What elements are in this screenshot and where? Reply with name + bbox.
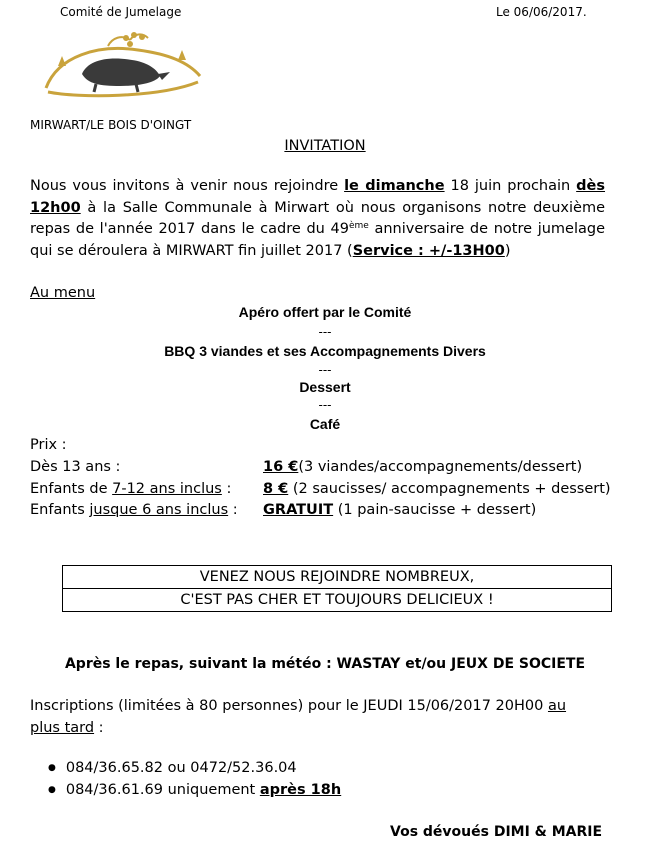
price-label-toddler-age: jusque 6 ans inclus (89, 502, 229, 518)
price-detail-adult: (3 viandes/accompagnements/dessert) (298, 459, 583, 475)
price-label-child-post: : (221, 481, 232, 497)
intro-text-1: Nous vous invitons à venir nous rejoindre (30, 178, 345, 194)
contact-phone-1: 084/36.65.82 ou 0472/52.36.04 (65, 760, 297, 776)
contact-item (48, 782, 341, 798)
contact-phone-2-hours: après 18h (259, 782, 342, 798)
intro-text-3: à la Salle Communale à Mirwart où nous organisons notre deuxième repas de l'année 2017 dans le cadre du 49 (30, 199, 605, 237)
letter-date: Le 06/06/2017. (496, 5, 587, 19)
menu-separator: --- (318, 398, 332, 412)
intro-time: dès 12h00 (30, 178, 606, 216)
prices-heading: Prix : (30, 437, 67, 453)
price-row-adult (263, 459, 582, 475)
price-label-child-pre: Enfants de (30, 481, 113, 497)
price-adult: 16 € (263, 459, 299, 475)
registration-text: Inscriptions (limitées à 80 personnes) pour le JEUDI 15/06/2017 20H00 (30, 698, 548, 714)
menu-item-apero: Apéro offert par le Comité (238, 304, 412, 320)
menu-heading: Au menu (30, 285, 96, 301)
price-toddler: GRATUIT (263, 502, 334, 518)
intro-text-4: anniversaire de notre jumelage qui se déroulera à MIRWART fin juillet 2017 ( (30, 221, 605, 259)
price-label-toddler-pre: Enfants (30, 502, 90, 518)
menu-item-bbq: BBQ 3 viandes et ses Accompagnements Divers (164, 343, 486, 359)
highlight-line-1: VENEZ NOUS REJOINDRE NOMBREUX, (199, 569, 475, 585)
price-detail-child: (2 saucisses/ accompagnements + dessert) (288, 481, 611, 497)
intro-text-5: ) (504, 242, 511, 259)
price-row-child (263, 481, 611, 497)
locality-names: MIRWART/LE BOIS D'OINGT (30, 118, 192, 132)
price-label-child (30, 481, 231, 497)
bullet-icon: ● (48, 763, 56, 773)
bullet-icon: ● (48, 785, 56, 795)
boar-logo (38, 26, 208, 104)
menu-item-dessert: Dessert (299, 379, 351, 395)
menu-separator: --- (318, 363, 332, 377)
registration-deadline-a: au (547, 698, 567, 714)
intro-day: le dimanche (344, 178, 445, 194)
price-label-toddler-post: : (228, 502, 238, 518)
registration-deadline-b: plus tard (30, 720, 95, 736)
price-label-toddler (30, 502, 238, 518)
contact-item (48, 760, 297, 776)
highlight-box (62, 565, 612, 612)
document-title-wrapper (0, 135, 650, 154)
registration-colon: : (94, 720, 104, 736)
menu-item-cafe: Café (309, 416, 341, 432)
price-child: 8 € (263, 481, 289, 497)
service-time: Service : +/-13H00 (352, 242, 505, 259)
menu-separator: --- (318, 325, 332, 339)
signature: Vos dévoués DIMI & MARIE (390, 824, 603, 840)
price-detail-toddler: (1 pain-saucisse + dessert) (333, 502, 537, 518)
price-label-child-age: 7-12 ans inclus (112, 481, 222, 497)
registration-paragraph (30, 695, 610, 739)
contact-phone-2: 084/36.61.69 uniquement (65, 782, 260, 798)
invitation-paragraph (30, 176, 605, 262)
organization-name: Comité de Jumelage (60, 5, 182, 19)
price-label-adult: Dès 13 ans : (30, 459, 121, 475)
price-row-toddler (263, 502, 536, 518)
document-title: INVITATION (284, 138, 366, 154)
intro-superscript: ème (348, 221, 369, 231)
highlight-line-2: C'EST PAS CHER ET TOUJOURS DELICIEUX ! (63, 588, 611, 611)
after-meal-activities: Après le repas, suivant la météo : WASTAY et/ou JEUX DE SOCIETE (64, 656, 586, 672)
intro-text-2: 18 juin prochain (444, 178, 577, 194)
